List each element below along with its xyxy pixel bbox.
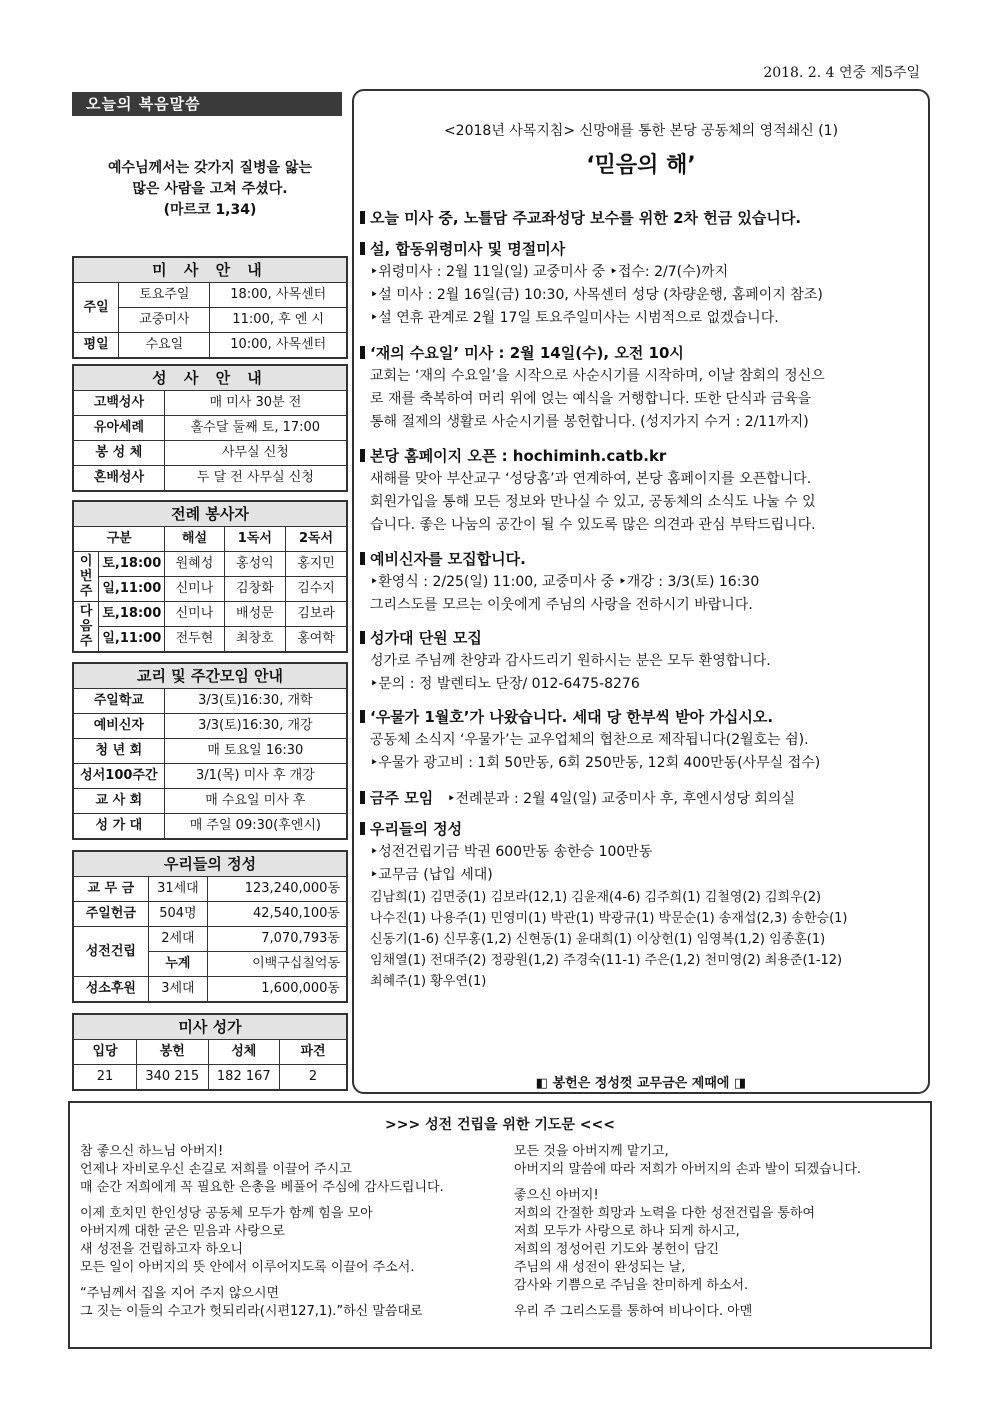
bullet-icon: [360, 710, 365, 723]
announcement-line: ‣위령미사 : 2월 11일(일) 교중미사 중 ‣접수: 2/7(수)까지: [370, 264, 729, 280]
next-week-label: 다음주: [73, 602, 99, 653]
offering-name: 교 무 금: [73, 877, 148, 902]
offering-amount: 123,240,000동: [208, 877, 347, 902]
announcement-heading: 성가대 단원 모집: [370, 629, 482, 647]
offering-name: 주일헌금: [73, 902, 148, 927]
announcement-item: [360, 445, 926, 537]
sacrament-value: 두 달 전 사무실 신청: [164, 466, 347, 492]
offering-amount: 1,600,000동: [208, 977, 347, 1003]
mass-name: 수요일: [119, 333, 210, 359]
donor-line: 신동기(1-6) 신무홍(1,2) 신현동(1) 윤대희(1) 이상헌(1) 임영복(1,2) 임종훈(1): [370, 932, 826, 947]
bullet-icon: [360, 791, 365, 804]
prayer-line: 저희의 정성어린 기도와 봉헌이 담긴: [514, 1242, 719, 1257]
sacrament-name: 봉 성 체: [73, 441, 164, 466]
announcement-heading: 설, 합동위령미사 및 명절미사: [370, 240, 566, 258]
gospel-line: 예수님께서는 갖가지 질병을 앓는: [108, 160, 312, 176]
offering-slogan: ◧ 봉헌은 정성껏 교무금은 제때에 ◨: [535, 1076, 747, 1091]
servers-header: 1독서: [224, 527, 285, 552]
announcement-heading: 예비신자를 모집합니다.: [370, 550, 526, 568]
prayer-line: 아버지께 대한 굳은 믿음과 사랑으로: [80, 1224, 285, 1239]
servers-cell: 최창호: [224, 627, 285, 653]
announcement-line: ‣설 미사 : 2월 16일(금) 10:30, 사목센터 성당 (차량운행, 홈페이지 참조): [370, 287, 823, 303]
gospel-line: 많은 사람을 고쳐 주셨다.: [132, 181, 288, 197]
catechism-name: 주일학교: [73, 689, 164, 714]
servers-cell: 홍지민: [286, 552, 347, 577]
prayer-line: 매 순간 저희에게 꼭 필요한 은총을 베풀어 주심에 감사드립니다.: [80, 1180, 444, 1195]
catechism-name: 예비신자: [73, 714, 164, 739]
catechism-title: 교리 및 주간모임 안내: [73, 663, 347, 689]
servers-cell: 신미나: [165, 602, 224, 627]
prayer-line: 이제 호치민 한인성당 공동체 모두가 함께 힘을 모아: [80, 1206, 373, 1221]
servers-header: 구분: [73, 527, 165, 552]
donor-line: 김남희(1) 김면중(1) 김보라(12,1) 김윤재(4-6) 김주희(1) 김철영(2) 김희우(2): [370, 890, 822, 905]
announcement-heading: ‘우물가 1월호’가 나왔습니다. 세대 당 한부씩 받아 가십시오.: [370, 708, 774, 726]
prayer-line: 주님의 새 성전이 완성되는 날,: [514, 1260, 686, 1275]
announcement-item: [360, 342, 926, 434]
announcement-heading: ‘재의 수요일’ 미사 : 2월 14일(수), 오전 10시: [370, 344, 684, 362]
prayer-paragraph: [514, 1303, 924, 1321]
donor-line: 최혜주(1) 황우연(1): [370, 974, 487, 989]
servers-cell: 김창화: [224, 577, 285, 602]
catechism-name: 교 사 회: [73, 789, 164, 814]
announcement-line: ‣환영식 : 2/25(일) 11:00, 교중미사 중 ‣개강 : 3/3(토) 16:30: [370, 574, 760, 590]
servers-time: 일,11:00: [99, 577, 165, 602]
prayer-line: 새 성전을 건립하고자 하오니: [80, 1242, 244, 1257]
catechism-name: 성서100주간: [73, 764, 164, 789]
prayer-line: 참 좋으신 하느님 아버지!: [80, 1144, 224, 1159]
hymn-header: 입당: [73, 1040, 137, 1065]
announcement-line: 교회는 ‘재의 수요일’을 시작으로 사순시기를 시작하며, 이날 참회의 정신으: [370, 368, 825, 384]
servers-time: 일,11:00: [99, 627, 165, 653]
sacrament-value: 매 미사 30분 전: [164, 391, 347, 416]
sacrament-value: 사무실 신청: [164, 441, 347, 466]
prayer-line: 아버지의 말씀에 따라 저희가 아버지의 손과 발이 되겠습니다.: [514, 1162, 862, 1177]
offering-count: 3세대: [148, 977, 208, 1003]
catechism-value: 매 토요일 16:30: [164, 739, 347, 764]
servers-cell: 배성문: [224, 602, 285, 627]
sacrament-value: 홀수달 둘째 토, 17:00: [164, 416, 347, 441]
announcement-line: 회원가입을 통해 모든 정보와 만나실 수 있고, 공동체의 소식도 나눌 수 있: [370, 494, 816, 510]
hymn-header: 봉헌: [137, 1040, 209, 1065]
sacrament-name: 고백성사: [73, 391, 164, 416]
hymn-number: 21: [73, 1065, 137, 1091]
offerings-title: 우리들의 정성: [73, 851, 347, 877]
prayer-line: 저희 모두가 사랑으로 하나 되게 하시고,: [514, 1224, 740, 1239]
announcement-line: ‣설 연휴 관계로 2월 17일 토요주일미사는 시범적으로 없겠습니다.: [370, 310, 779, 326]
announcement-heading: 금주 모임: [370, 789, 434, 807]
hymn-number: 340 215: [137, 1065, 209, 1091]
bullet-icon: [360, 631, 365, 644]
servers-title: 전례 봉사자: [73, 501, 347, 527]
catechism-value: 3/3(토)16:30, 개학: [164, 689, 347, 714]
prayer-paragraph: [80, 1205, 500, 1277]
mass-title: 미 사 안 내: [73, 257, 347, 283]
hymn-number: 182 167: [208, 1065, 280, 1091]
bullet-icon: [360, 242, 365, 255]
weekday-label: 평일: [73, 333, 119, 359]
offering-amount: 이백구십칠억동: [208, 952, 347, 977]
offering-count: 504명: [148, 902, 208, 927]
bullet-icon: [360, 211, 365, 224]
offerings-table: [72, 850, 348, 1003]
issue-date: 2018. 2. 4 연중 제5주일: [763, 65, 920, 81]
servers-table: [72, 500, 348, 653]
mass-name: 토요주일: [119, 283, 210, 308]
announcement-inline: ‣전례분과 : 2월 4일(일) 교중미사 후, 후엔시성당 회의실: [447, 791, 795, 807]
sacrament-title: 성 사 안 내: [73, 365, 347, 391]
servers-time: 토,18:00: [99, 552, 165, 577]
prayer-paragraph: [80, 1285, 500, 1321]
donor-line: 임채열(1) 전대주(2) 정광원(1,2) 주경숙(11-1) 주은(1,2) 천미영(2) 최용준(1-12): [370, 953, 843, 968]
catechism-table: [72, 662, 348, 840]
gospel-verse: [72, 158, 348, 221]
hymns-table: [72, 1013, 348, 1091]
donor-line: 나수진(1) 나용주(1) 민영미(1) 박관(1) 박광규(1) 박문순(1) 송재섭(2,3) 송한승(1): [370, 911, 848, 926]
gospel-reference: (마르코 1,34): [163, 202, 257, 218]
prayer-line: 그 짓는 이들의 수고가 헛되리라(시편127,1).”하신 말씀대로: [80, 1304, 423, 1319]
announcement-line: 공동체 소식지 ‘우물가’는 교우업체의 협찬으로 제작됩니다(2월호는 쉼).: [370, 732, 809, 748]
announcement-heading: 우리들의 정성: [370, 820, 463, 838]
announcement-heading: 오늘 미사 중, 노틀담 주교좌성당 보수를 위한 2차 헌금 있습니다.: [370, 209, 802, 227]
gospel-heading: 오늘의 복음말씀: [72, 92, 342, 116]
prayer-line: 모든 일이 아버지의 뜻 안에서 이루어지도록 이끌어 주소서.: [80, 1260, 415, 1275]
offering-name: 성전건립: [73, 927, 148, 977]
catechism-value: 3/3(토)16:30, 개강: [164, 714, 347, 739]
announcement-item: [360, 627, 926, 696]
servers-time: 토,18:00: [99, 602, 165, 627]
prayer-line: 모든 것을 아버지께 맡기고,: [514, 1144, 669, 1159]
prayer-line: 언제나 자비로우신 손길로 저희를 이끌어 주시고: [80, 1162, 352, 1177]
announcement-line: 통해 절제의 생활로 사순시기를 봉헌합니다. (성지가지 수거 : 2/11까지): [370, 414, 809, 430]
prayer-line: 저희의 간절한 희망과 노력을 다한 성전건립을 통하여: [514, 1206, 816, 1221]
servers-cell: 김수지: [286, 577, 347, 602]
catechism-value: 매 수요일 미사 후: [164, 789, 347, 814]
servers-cell: 김보라: [286, 602, 347, 627]
prayer-paragraph: [514, 1143, 924, 1179]
bullet-icon: [360, 552, 365, 565]
announcement-line: 그리스도를 모르는 이웃에게 주님의 사랑을 전하시기 바랍니다.: [370, 597, 753, 613]
catechism-value: 매 주일 09:30(후엔시): [164, 814, 347, 840]
catechism-name: 청 년 회: [73, 739, 164, 764]
announcement-line: ‣우물가 광고비 : 1회 50만동, 6회 250만동, 12회 400만동(사무실 접수): [370, 755, 821, 771]
announcement-item: [360, 818, 926, 992]
servers-header: 해설: [165, 527, 224, 552]
announcement-line: 로 재를 축복하여 머리 위에 얹는 예식을 거행합니다. 또한 단식과 금육을: [370, 391, 812, 407]
offering-count: 누계: [148, 952, 208, 977]
servers-cell: 홍성익: [224, 552, 285, 577]
offering-count: 2세대: [148, 927, 208, 952]
announcement-item: [360, 548, 926, 617]
prayer-paragraph: [80, 1143, 500, 1197]
hymn-header: 파견: [280, 1040, 347, 1065]
year-title: ‘믿음의 해’: [586, 153, 696, 178]
bullet-icon: [360, 822, 365, 835]
hymns-title: 미사 성가: [73, 1014, 347, 1040]
sacrament-name: 유아세례: [73, 416, 164, 441]
bullet-icon: [360, 346, 365, 359]
servers-cell: 전두현: [165, 627, 224, 653]
announcement-item: [360, 706, 926, 775]
announcement-line: 성가로 주님께 찬양과 감사드리기 원하시는 분은 모두 환영합니다.: [370, 653, 771, 669]
mass-table: [72, 256, 348, 359]
mass-time: 18:00, 사목센터: [210, 283, 347, 308]
prayer-paragraph: [514, 1187, 924, 1295]
catechism-value: 3/1(목) 미사 후 개강: [164, 764, 347, 789]
prayer-line: “주님께서 집을 지어 주지 않으시면: [80, 1286, 280, 1301]
hymn-number: 2: [280, 1065, 347, 1091]
announcement-line: ‣교무금 (납입 세대): [370, 867, 493, 883]
prayer-title: >>> 성전 건립을 위한 기도문 <<<: [385, 1117, 615, 1133]
hymn-header: 성체: [208, 1040, 280, 1065]
offering-amount: 42,540,100동: [208, 902, 347, 927]
announcement-heading: 본당 홈페이지 오픈 : hochiminh.catb.kr: [370, 447, 667, 465]
servers-header: 2독서: [286, 527, 347, 552]
prayer-left-column: [80, 1143, 500, 1329]
announcement-line: 새해를 맞아 부산교구 ‘성당홈’과 연계하여, 본당 홈페이지를 오픈합니다.: [370, 471, 812, 487]
sacrament-table: [72, 364, 348, 492]
prayer-right-column: [514, 1143, 924, 1329]
prayer-line: 우리 주 그리스도를 통하여 비나이다. 아멘: [514, 1304, 753, 1319]
announcement-line: ‣문의 : 정 발렌티노 단장/ 012-6475-8276: [370, 676, 640, 692]
sunday-label: 주일: [73, 283, 119, 333]
announcement-line: ‣성전건립기금 박권 600만동 송한승 100만동: [370, 844, 653, 860]
offering-name: 성소후원: [73, 977, 148, 1003]
announcement-item: [360, 207, 926, 230]
catechism-name: 성 가 대: [73, 814, 164, 840]
prayer-line: 감사와 기쁨으로 주님을 찬미하게 하소서.: [514, 1278, 749, 1293]
pastoral-subtitle: <2018년 사목지침> 신망애를 통한 본당 공동체의 영적쇄신 (1): [443, 123, 839, 139]
servers-cell: 원혜성: [165, 552, 224, 577]
mass-name: 교중미사: [119, 308, 210, 333]
this-week-label: 이번주: [73, 552, 99, 602]
prayer-line: 좋으신 아버지!: [514, 1188, 599, 1203]
announcement-line: 습니다. 좋은 나눔의 공간이 될 수 있도록 많은 의견과 관심 부탁드립니다.: [370, 517, 816, 533]
servers-cell: 신미나: [165, 577, 224, 602]
bullet-icon: [360, 449, 365, 462]
announcement-item: [360, 787, 926, 811]
servers-cell: 홍여학: [286, 627, 347, 653]
mass-time: 10:00, 사목센터: [210, 333, 347, 359]
announcement-item: [360, 238, 926, 330]
mass-time: 11:00, 후 엔 시: [210, 308, 347, 333]
offering-count: 31세대: [148, 877, 208, 902]
sacrament-name: 혼배성사: [73, 466, 164, 492]
offering-amount: 7,070,793동: [208, 927, 347, 952]
